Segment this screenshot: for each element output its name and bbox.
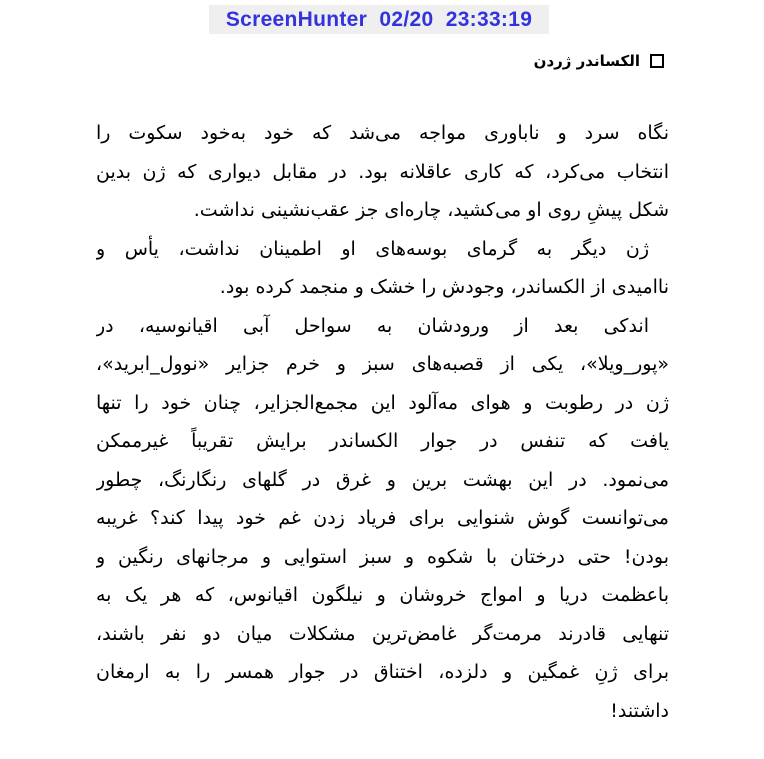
text-line: تنهایی قادرند مرمت‌گر غامض‌ترین مشکلات میان دو نفر باشند، (96, 622, 669, 645)
text-line: داشتند! (610, 699, 669, 722)
square-bullet-icon (650, 54, 664, 68)
text-line: بودن! حتی درختان با شکوه و سبز استوایی و مرجانهای رنگین و (96, 545, 669, 568)
text-line: باعظمت دریا و امواج خروشان و نیلگون اقیانوس، که هر یک به (96, 584, 669, 606)
text-line: می‌نمود. در این بهشت برین و غرق در گلهای رنگارنگ، چطور (96, 468, 669, 491)
text-line: اندکی بعد از ورودشان به سواحل آبی اقیانوسیه، در (96, 314, 649, 337)
text-line: شکل پیشِ روی او می‌کشید، چاره‌ای جز عقب‌نشینی نداشت. (193, 199, 669, 221)
text-line: یافت که تنفس در جوار الکساندر برایش تقریباً غیرممکن (96, 430, 669, 452)
text-line: ناامیدی از الکساندر، وجودش را خشک و منجمد کرده بود. (219, 276, 669, 298)
text-line: می‌توانست گوش شنوایی برای فریاد زدن غم خود پیدا کند؟ غریبه (96, 507, 669, 529)
text-line: انتخاب می‌کرد، که کاری عاقلانه بود. در مقابل دیواری که ژن بدین (96, 160, 669, 183)
text-line: برای ژنِ غمگین و دلزده، اختناق در جوار همسر را به ارمغان (96, 661, 669, 683)
chapter-title: الکساندر ژردن (533, 52, 640, 70)
screenhunter-watermark: ScreenHunter 02/20 23:33:19 (209, 5, 549, 34)
text-line: نگاه سرد و ناباوری مواجه می‌شد که خود به‌خود سکوت را (96, 122, 669, 144)
book-body-text (96, 114, 669, 730)
chapter-header (534, 52, 664, 70)
text-line: ژن در رطوبت و هوای مه‌آلود این مجمع‌الجزایر، چنان خود را تنها (96, 391, 669, 414)
text-line: ژن دیگر به گرمای بوسه‌های او اطمینان نداشت، یأس و (96, 237, 649, 260)
text-line: «پور_ویلا»، یکی از قصبه‌های سبز و خرم جزایر «نوول_ابرید»، (96, 353, 669, 375)
